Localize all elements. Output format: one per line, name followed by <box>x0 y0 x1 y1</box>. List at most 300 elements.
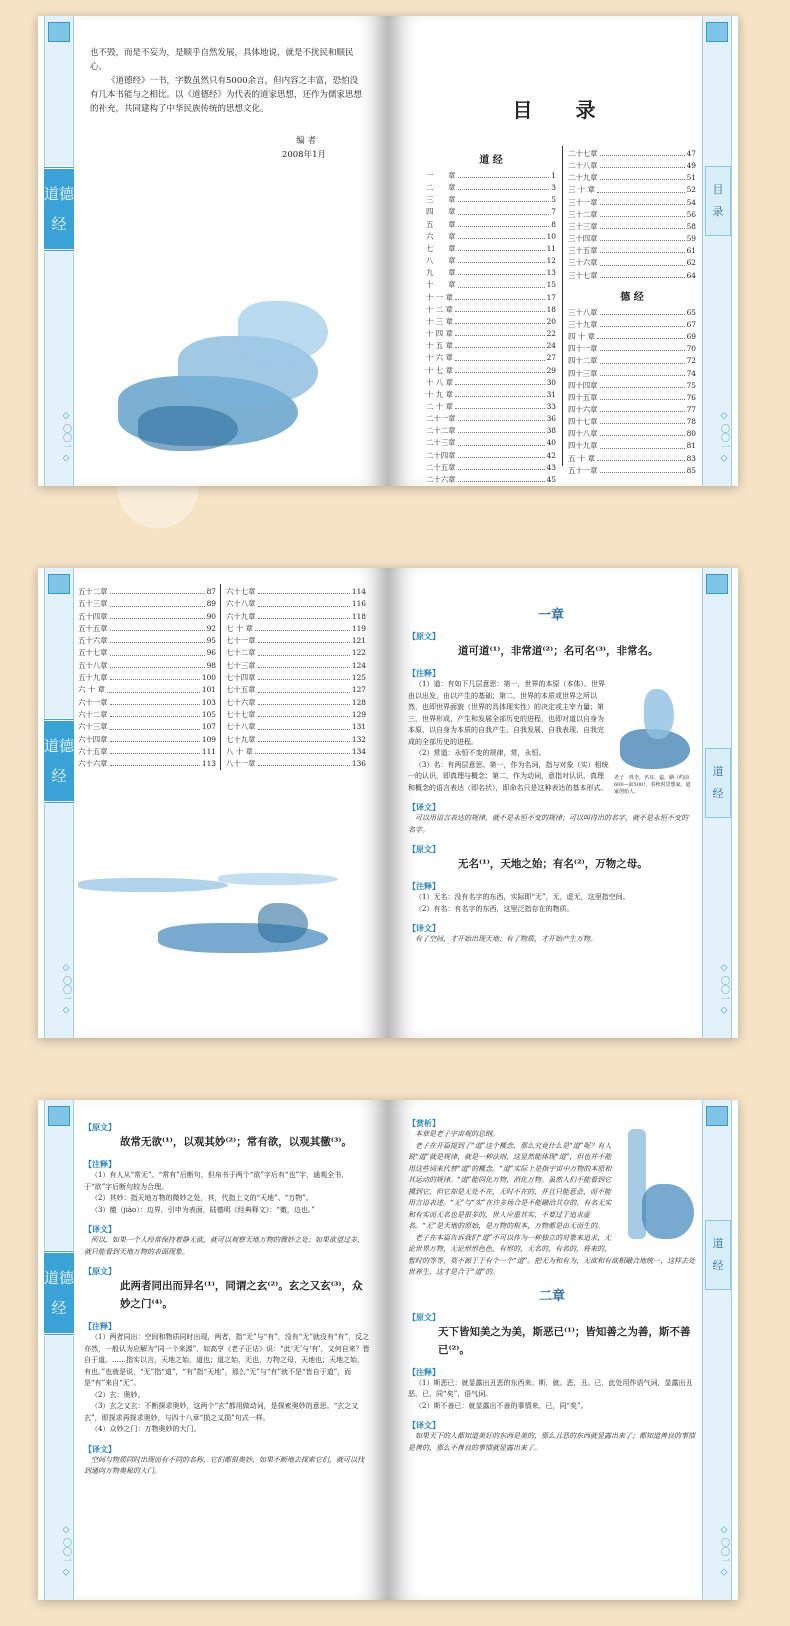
toc-page-number: 136 <box>351 759 366 769</box>
toc-entry[interactable] <box>426 352 556 364</box>
toc-page-number: 103 <box>201 697 216 707</box>
toc-page-number: 36 <box>546 414 556 424</box>
toc-leader-dots <box>258 635 350 643</box>
note-item: （1）道：有如下几层意思：第一，世界的本原（本体）。世界由以出发，由以产生的基础；第二，世界的本质或世界之所以然，也即世界面貌（世界的具体现实性）的决定或主宰力量；第三，世界形成、产生和发展全部历史的进程，也即对道以自身为本原，以自身为本质的自我产生、自我发展、自我表现、自我完成的全部历史的进程。 <box>408 680 605 746</box>
toc-entry[interactable] <box>568 453 696 465</box>
toc-entry[interactable] <box>426 194 556 206</box>
toc-page-number: 62 <box>686 258 696 268</box>
toc-chapter-name: 二 十 章 <box>426 401 453 411</box>
toc-page-number: 101 <box>201 685 216 695</box>
toc-page-number: 13 <box>546 268 556 278</box>
toc-entry[interactable] <box>78 734 216 746</box>
toc-entry[interactable] <box>226 684 366 696</box>
toc-leader-dots <box>258 672 350 680</box>
laozi-portrait <box>614 679 694 797</box>
toc-entry[interactable] <box>568 307 696 319</box>
toc-entry[interactable] <box>426 267 556 279</box>
toc-chapter-name: 十 九 章 <box>426 389 453 399</box>
toc-entry[interactable] <box>226 672 366 684</box>
portrait-caption: 老子 姓李，名耳，谥，聃（约前600—前500），春秋时思想家，道家创始人。 <box>614 775 691 795</box>
toc-page-number: 5 <box>551 195 556 205</box>
toc-leader-dots <box>600 368 685 376</box>
toc-entry[interactable] <box>426 219 556 231</box>
toc-entry[interactable] <box>426 316 556 328</box>
toc-entry[interactable] <box>426 474 556 486</box>
toc-page-number: 124 <box>351 660 366 670</box>
toc-page-number: 12 <box>546 256 556 266</box>
translation-text: 可以用语言表达的规律，就不是永恒不变的规律；可以叫得出的名字，就不是永恒不变的名字。 <box>408 814 688 834</box>
toc-chapter-name: 七十七章 <box>226 709 256 719</box>
toc-entry[interactable] <box>78 623 216 635</box>
section-heading: 道 经 <box>479 155 503 166</box>
toc-page-number: 122 <box>351 648 366 658</box>
toc-entry[interactable] <box>78 598 216 610</box>
toc-leader-dots <box>458 267 545 275</box>
toc-entry[interactable] <box>226 635 366 647</box>
toc-entry[interactable] <box>226 623 366 635</box>
toc-leader-dots <box>110 647 205 655</box>
toc-entry[interactable] <box>78 709 216 721</box>
section-label: 道 经 <box>705 748 731 818</box>
toc-chapter-name: 七十一章 <box>226 636 256 646</box>
note-item: （1）斯恶已：就显露出丑恶的东西来。斯，就。恶，丑。已，此处用作语气词，显露出丑恶，已，同“矣”，语气词。 <box>408 1378 693 1398</box>
toc-divider <box>562 146 563 466</box>
note-item: （2）斯不善已：就显露出不善的事情来。已，同“矣”。 <box>415 1401 588 1410</box>
note-item: （3）名：有两层意思。第一，作为名词，指与对象（实）相统一的认识，即真理与概念；第二，作为动词，意指对认识、真理和概念的语言表达（即名状），即命名只是这种表达的基本形式。 <box>408 760 609 792</box>
toc-chapter-name: 九 章 <box>426 268 456 278</box>
toc-page-number: 80 <box>686 429 696 439</box>
toc-chapter-name: 五十九章 <box>78 673 108 683</box>
toc-chapter-name: 一 章 <box>426 171 456 180</box>
appreciation-para: 老子在开篇提到了“道”这个概念，那么究竟什么是“道”呢？有人说“道”就是规律，就是一种法则，这显然能体现“道”，但也并不能用这些词来代替“道”的概念。“道”实际上是指宇宙中万物的本原和其运动的规律。“道”能同化万物，消化万物。虽然人们不能看到它摸到它，但它却是无处不在，无时不在的，并且只能意会，而不能用言语表述。“无”与“实”在许多场合是不能融洽共存的。有名无实和有实而无名也是很多的，世人应重其实，不要过于追求虚名。“无”是天地的原始，是万物的根本，万物都是由无而生的。 <box>408 1141 612 1230</box>
toc-entry[interactable] <box>226 660 366 672</box>
toc-chapter-name: 二十四章 <box>426 450 456 460</box>
page-number: ◇ 〇〇一 ◇ <box>61 411 71 464</box>
page-chapter-1 <box>388 568 738 1038</box>
toc-page-number: 61 <box>686 246 696 256</box>
toc-entry[interactable] <box>426 243 556 255</box>
toc-leader-dots <box>458 450 545 458</box>
toc-chapter-name: 六 章 <box>426 231 456 241</box>
chapter-body <box>84 1114 370 1478</box>
toc-page-number: 87 <box>206 587 216 596</box>
toc-chapter-name: 二十一章 <box>426 414 456 424</box>
toc-leader-dots <box>600 343 685 351</box>
toc-page-number: 27 <box>546 353 556 363</box>
toc-chapter-name: 七十九章 <box>226 734 256 744</box>
toc-entry[interactable] <box>568 440 696 452</box>
toc-leader-dots <box>458 243 545 251</box>
toc-leader-dots <box>258 734 350 742</box>
toc-entry[interactable] <box>426 170 556 182</box>
toc-entry[interactable] <box>78 660 216 672</box>
toc-entry[interactable] <box>568 331 696 343</box>
toc-page-number: 116 <box>351 599 366 609</box>
toc-leader-dots <box>258 598 350 606</box>
toc-leader-dots <box>110 709 200 717</box>
toc-leader-dots <box>258 721 350 729</box>
toc-entry[interactable] <box>78 721 216 733</box>
toc-chapter-name: 四十二章 <box>568 356 598 366</box>
toc-chapter-name: 十 三 章 <box>426 316 453 326</box>
toc-chapter-name: 六十七章 <box>226 587 256 596</box>
toc-chapter-name: 二十五章 <box>426 462 456 472</box>
label-notes: 【注释】 <box>84 1159 116 1169</box>
toc-leader-dots <box>110 734 200 742</box>
toc-leader-dots <box>600 233 685 241</box>
label-original: 【原文】 <box>408 844 440 854</box>
toc-chapter-name: 七十五章 <box>226 685 256 695</box>
toc-leader-dots <box>455 292 545 300</box>
toc-leader-dots <box>458 170 550 178</box>
note-item: （1）两者同出：空间和物质同时出现，两者，指“无”与“有”，没有“无”就没有“有”，反之亦然，一般认为应解为“同一个来源”，如高亨《老子正诂》说：“此‘无’与‘有’，又何自来？皆自于道。……指实以言，天地之始，道也；道之始，无也，万物之母，天地也；天地之始，有也。”也就是说，“无”指“道”，“有”指“天地”，那么“无”与“有”就不是“皆自于道”，而是“有”来自“无”。 <box>84 1333 370 1387</box>
toc-entry[interactable] <box>568 245 696 257</box>
toc-chapter-name: 十 四 章 <box>426 329 453 339</box>
toc-leader-dots <box>455 328 545 336</box>
toc-page-number: 127 <box>351 685 366 695</box>
toc-page-number: 15 <box>546 280 556 290</box>
toc-entry[interactable] <box>426 340 556 352</box>
toc-leader-dots <box>600 416 685 424</box>
side-band <box>702 568 732 1038</box>
toc-entry[interactable] <box>568 270 696 282</box>
original-text: 无名⁽¹⁾，天地之始；有名⁽²⁾，万物之母。 <box>458 858 648 870</box>
toc-entry[interactable] <box>426 292 556 304</box>
toc-leader-dots <box>258 586 350 594</box>
toc-page-number: 113 <box>201 759 216 769</box>
toc-leader-dots <box>258 660 350 668</box>
toc-entry[interactable] <box>568 172 696 184</box>
toc-page-number: 8 <box>551 219 556 229</box>
chapter-title: 二章 <box>538 1288 565 1304</box>
label-notes: 【注释】 <box>408 1366 440 1377</box>
toc-leader-dots <box>597 453 685 461</box>
toc-entry[interactable] <box>226 697 366 709</box>
note-item: （3）玄之又玄：不断探求奥妙，这两个“玄”都用做动词，是探索奥妙的意思。“玄之又玄”，即探求再探求奥妙，与四十八章“损之又损”句式一样。 <box>84 1402 359 1422</box>
toc-chapter-name: 五十二章 <box>78 587 108 596</box>
toc-leader-dots <box>110 758 200 766</box>
toc-page-number: 105 <box>201 709 216 719</box>
toc-leader-dots <box>600 440 685 448</box>
label-original: 【原文】 <box>84 1122 116 1132</box>
toc-divider <box>220 584 221 770</box>
toc-chapter-name: 四十七章 <box>568 417 598 427</box>
toc-leader-dots <box>258 684 350 692</box>
toc-chapter-name: 四十九章 <box>568 441 598 451</box>
toc-chapter-name: 七 章 <box>426 243 456 253</box>
toc-chapter-name: 六十二章 <box>78 709 108 719</box>
original-text: 天下皆知美之为美，斯恶已⁽¹⁾；皆知善之为善，斯不善已⁽²⁾。 <box>438 1325 691 1356</box>
toc-entry[interactable] <box>226 647 366 659</box>
toc-chapter-name: 五十一章 <box>568 465 598 475</box>
toc-chapter-name: 四十四章 <box>568 380 598 390</box>
toc-entry[interactable] <box>426 304 556 316</box>
toc-page-number: 89 <box>206 599 216 609</box>
toc-page-number: 11 <box>546 243 556 253</box>
toc-leader-dots <box>455 401 545 409</box>
label-translation: 【译文】 <box>408 802 440 812</box>
toc-entry[interactable] <box>78 672 216 684</box>
toc-chapter-name: 四 章 <box>426 207 456 217</box>
label-notes: 【注释】 <box>408 668 440 678</box>
toc-chapter-name: 六十五章 <box>78 746 108 756</box>
toc-leader-dots <box>458 425 545 433</box>
toc-leader-dots <box>600 197 685 205</box>
translation-text: 所以，如果一个人经常保持着静无欲，就可以观察天地万物的微妙之处；如果欲望过多，就只能看到天地万物的表面现象。 <box>84 1236 364 1256</box>
toc-entry[interactable] <box>426 462 556 474</box>
editor-sign: 编 者 <box>296 136 316 146</box>
chapter-body <box>408 1110 696 1454</box>
page-preface <box>38 16 388 486</box>
translation-text: 有了空间，才开始出现天地；有了物质，才开始产生万物。 <box>415 935 597 943</box>
toc-page-number: 30 <box>546 377 556 387</box>
toc-chapter-name: 八 章 <box>426 256 456 266</box>
toc-entry[interactable] <box>226 758 366 770</box>
toc-page-number: 67 <box>686 319 696 329</box>
toc-chapter-name: 十 五 章 <box>426 341 453 351</box>
label-notes: 【注释】 <box>84 1321 116 1331</box>
toc-entry[interactable] <box>426 255 556 267</box>
toc-leader-dots <box>600 465 685 473</box>
label-appreciation: 【赏析】 <box>408 1118 440 1128</box>
toc-entry[interactable] <box>568 392 696 404</box>
toc-leader-dots <box>255 746 350 754</box>
toc-entry[interactable] <box>78 697 216 709</box>
toc-chapter-name: 三十五章 <box>568 246 598 256</box>
page-toc <box>388 16 738 486</box>
toc-entry[interactable] <box>426 401 556 413</box>
toc-entry[interactable] <box>568 404 696 416</box>
toc-entry[interactable] <box>78 746 216 758</box>
toc-leader-dots <box>600 404 685 412</box>
toc-entry[interactable] <box>426 279 556 291</box>
sign-date: 2008年1月 <box>281 150 326 160</box>
vertical-book-title: 道德经 <box>44 718 74 804</box>
toc-chapter-name: 二十二章 <box>426 426 456 436</box>
toc-leader-dots <box>455 304 545 312</box>
toc-leader-dots <box>455 365 545 373</box>
toc-chapter-name: 十 八 章 <box>426 377 453 387</box>
toc-entry[interactable] <box>226 721 366 733</box>
page-chapter-1-cont <box>38 1100 388 1600</box>
toc-entry[interactable] <box>568 209 696 221</box>
toc-page-number: 33 <box>546 401 556 411</box>
toc-entry[interactable] <box>426 377 556 389</box>
toc-chapter-name: 二十九章 <box>568 173 598 183</box>
toc-entry[interactable] <box>568 197 696 209</box>
toc-chapter-name: 七十三章 <box>226 660 256 670</box>
toc-entry[interactable] <box>426 206 556 218</box>
label-original: 【原文】 <box>408 1311 440 1322</box>
toc-page-number: 78 <box>686 417 696 427</box>
spread-1 <box>38 16 738 486</box>
toc-entry[interactable] <box>568 160 696 172</box>
toc-page-number: 45 <box>546 474 556 484</box>
toc-leader-dots <box>600 319 685 327</box>
section-heading: 德 经 <box>620 291 644 303</box>
toc-page-number: 49 <box>686 161 696 171</box>
toc-leader-dots <box>600 148 685 156</box>
side-band <box>44 1100 74 1600</box>
label-translation: 【译文】 <box>84 1224 116 1234</box>
toc-page-number: 72 <box>686 356 696 366</box>
toc-entry[interactable] <box>426 437 556 449</box>
toc-chapter-name: 五十七章 <box>78 648 108 658</box>
toc-page-number: 119 <box>351 623 366 633</box>
toc-entry[interactable] <box>226 611 366 623</box>
toc-page-number: 47 <box>686 149 696 158</box>
toc-leader-dots <box>258 611 350 619</box>
toc-page-number: 40 <box>546 438 556 448</box>
toc-entry[interactable] <box>78 611 216 623</box>
toc-chapter-name: 二十六章 <box>426 474 456 484</box>
toc-entry[interactable] <box>568 257 696 269</box>
toc-entry[interactable] <box>226 746 366 758</box>
toc-chapter-name: 三十四章 <box>568 234 598 244</box>
toc-entry[interactable] <box>568 465 696 477</box>
section-label: 目 录 <box>705 166 731 236</box>
toc-entry[interactable] <box>568 221 696 233</box>
section-label: 道 经 <box>705 1220 731 1290</box>
toc-entry[interactable] <box>78 647 216 659</box>
toc-leader-dots <box>597 331 685 339</box>
toc-entry[interactable] <box>568 148 696 160</box>
toc-chapter-name: 六十一章 <box>78 697 108 707</box>
toc-chapter-name: 八十一章 <box>226 759 256 769</box>
toc-page-number: 95 <box>206 636 216 646</box>
toc-page-number: 52 <box>686 185 696 195</box>
toc-entry[interactable] <box>568 184 696 196</box>
vertical-book-title: 道德经 <box>44 166 74 252</box>
toc-entry[interactable] <box>78 758 216 770</box>
toc-entry[interactable] <box>226 586 366 598</box>
toc-leader-dots <box>455 377 545 385</box>
toc-leader-dots <box>110 697 200 705</box>
toc-entry[interactable] <box>568 368 696 380</box>
toc-chapter-name: 五十八章 <box>78 660 108 670</box>
toc-chapter-name: 三十一章 <box>568 197 598 207</box>
toc-chapter-name: 五十三章 <box>78 599 108 609</box>
toc-leader-dots <box>455 340 545 348</box>
toc-entry[interactable] <box>78 586 216 598</box>
page-appreciation <box>388 1100 738 1600</box>
toc-entry[interactable] <box>426 182 556 194</box>
toc-entry[interactable] <box>226 709 366 721</box>
toc-page-number: 121 <box>351 636 366 646</box>
toc-leader-dots <box>600 160 685 168</box>
toc-page-number: 18 <box>546 304 556 314</box>
toc-chapter-name: 三十九章 <box>568 319 598 329</box>
toc-page-number: 129 <box>351 709 366 719</box>
vertical-book-title: 道德经 <box>44 1250 74 1336</box>
landscape-painting <box>78 848 348 968</box>
toc-entry[interactable] <box>568 319 696 331</box>
toc-page-number: 65 <box>686 307 696 317</box>
toc-entry[interactable] <box>226 734 366 746</box>
corner-ornament-icon <box>48 22 70 42</box>
toc-entry[interactable] <box>426 328 556 340</box>
toc-entry[interactable] <box>426 389 556 401</box>
toc-entry[interactable] <box>568 355 696 367</box>
toc-page-number: 59 <box>686 234 696 244</box>
page-number: ◇ 〇〇一 ◇ <box>61 1525 71 1578</box>
toc-chapter-name: 二 章 <box>426 183 456 193</box>
toc-leader-dots <box>455 352 545 360</box>
toc-column-left <box>426 151 556 486</box>
side-band <box>702 16 732 486</box>
toc-page-number: 81 <box>686 441 696 451</box>
toc-leader-dots <box>600 428 685 436</box>
toc-leader-dots <box>110 635 205 643</box>
side-band <box>44 16 74 486</box>
toc-entry[interactable] <box>78 684 216 696</box>
toc-entry[interactable] <box>426 413 556 425</box>
toc-chapter-name: 十 二 章 <box>426 304 453 314</box>
toc-leader-dots <box>255 623 350 631</box>
toc-page-number: 20 <box>546 316 556 326</box>
toc-leader-dots <box>458 413 545 421</box>
corner-ornament-icon <box>706 574 728 594</box>
toc-leader-dots <box>600 392 685 400</box>
spread-2 <box>38 568 738 1038</box>
toc-page-number: 109 <box>201 734 216 744</box>
side-band <box>702 1100 732 1600</box>
page-toc-continued <box>38 568 388 1038</box>
toc-leader-dots <box>600 221 685 229</box>
preface-para: 也不毁，而是不妄为，是顺乎自然发展，具体地说，就是不扰民和顺民心。 <box>90 48 354 72</box>
toc-entry[interactable] <box>568 233 696 245</box>
note-item: （1）无名：没有名字的东西，实际即“无”，无，虚无，这里指空间。 <box>415 893 630 901</box>
toc-chapter-name: 六十三章 <box>78 722 108 732</box>
chapter-title: 一章 <box>537 608 564 623</box>
toc-page-number: 70 <box>686 344 696 354</box>
toc-entry[interactable] <box>568 428 696 440</box>
toc-leader-dots <box>110 623 205 631</box>
toc-chapter-name: 四十五章 <box>568 392 598 402</box>
toc-entry[interactable] <box>426 365 556 377</box>
toc-column-b <box>226 586 366 770</box>
original-text: 道可道⁽¹⁾，非常道⁽²⁾；名可名⁽³⁾，非常名。 <box>458 645 659 657</box>
toc-entry[interactable] <box>426 450 556 462</box>
toc-entry[interactable] <box>568 416 696 428</box>
toc-page-number: 90 <box>206 611 216 621</box>
toc-leader-dots <box>458 231 545 239</box>
toc-page-number: 118 <box>351 611 366 621</box>
toc-entry[interactable] <box>78 635 216 647</box>
corner-ornament-icon <box>48 1106 70 1126</box>
toc-leader-dots <box>107 684 200 692</box>
toc-chapter-name: 十 一 章 <box>426 292 453 302</box>
toc-page-number: 107 <box>201 722 216 732</box>
toc-leader-dots <box>110 746 200 754</box>
toc-page-number: 43 <box>546 462 556 472</box>
toc-entry[interactable] <box>426 231 556 243</box>
toc-chapter-name: 三十六章 <box>568 258 598 268</box>
toc-entry[interactable] <box>226 598 366 610</box>
toc-chapter-name: 五 章 <box>426 219 456 229</box>
toc-leader-dots <box>600 209 685 217</box>
toc-page-number: 114 <box>351 587 366 596</box>
toc-leader-dots <box>458 462 545 470</box>
toc-entry[interactable] <box>426 425 556 437</box>
toc-entry[interactable] <box>568 343 696 355</box>
toc-page-number: 42 <box>546 450 556 460</box>
page-number: ◇ 〇〇一 ◇ <box>719 1525 729 1578</box>
toc-chapter-name: 七十八章 <box>226 722 256 732</box>
side-band <box>44 568 74 1038</box>
toc-entry[interactable] <box>568 380 696 392</box>
toc-page-number: 58 <box>686 221 696 231</box>
